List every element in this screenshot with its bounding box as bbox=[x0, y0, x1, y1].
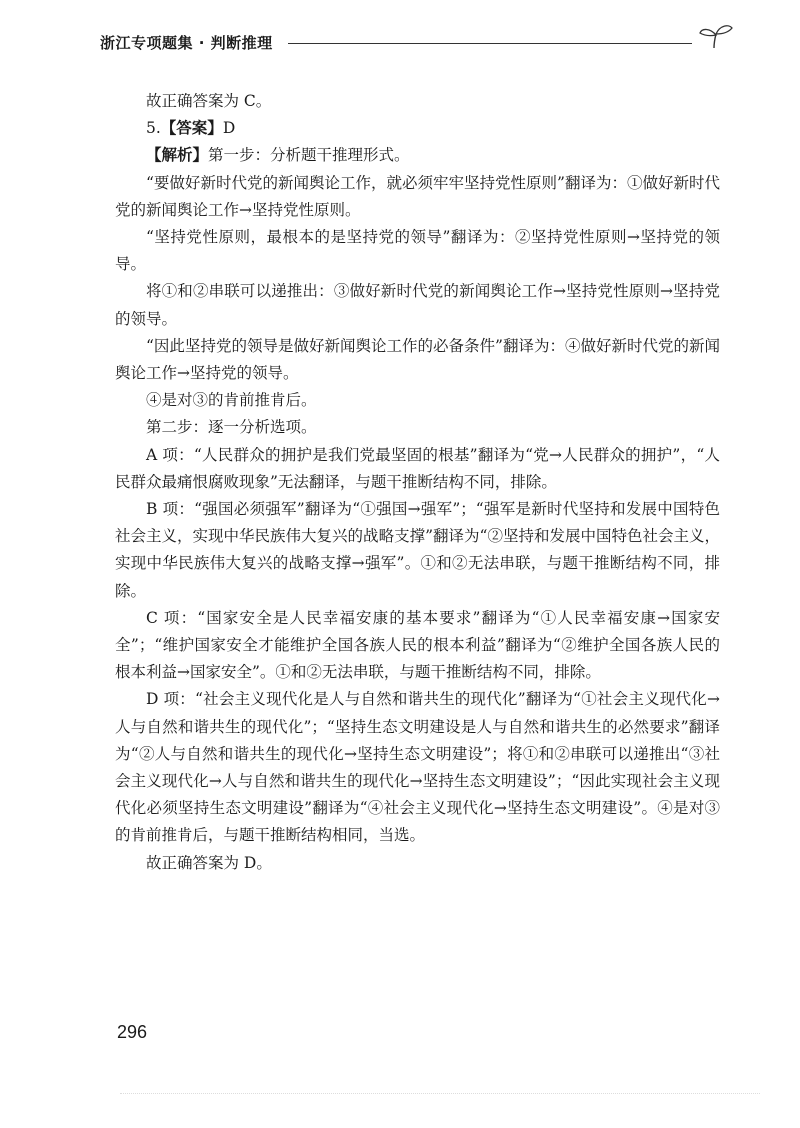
option-c-paragraph: C 项：“国家安全是人民幸福安康的基本要求”翻译为“①人民幸福安康→国家安全”；“维护国家安全才能维护全国各族人民的根本利益”翻译为“②维护全国各族人民的根本利益→国家安全”。①和②无法串联，与题干推断结构不同，排除。 bbox=[115, 608, 720, 682]
option-b-paragraph: B 项：“强国必须强军”翻译为“①强国→强军”；“强军是新时代坚持和发展中国特色社会主义，实现中华民族伟大复兴的战略支撑”翻译为“②坚持和发展中国特色社会主义，实现中华民族伟大复兴的战略支撑→强军”。①和②无法串联，与题干推断结构不同，排除。 bbox=[115, 500, 720, 600]
quote-2-paragraph: “坚持党性原则，最根本的是坚持党的领导”翻译为：②坚持党性原则→坚持党的领导。 bbox=[115, 228, 720, 274]
option-d-paragraph: D 项：“社会主义现代化是人与自然和谐共生的现代化”翻译为“①社会主义现代化→人与自然和谐共生的现代化”；“坚持生态文明建设是人与自然和谐共生的必然要求”翻译为“②人与自然和谐共生的现代化→坚持生态文明建设”；将①和②串联可以递推出“③社会主义现代化→人与自然和谐共生的现代化→坚持生态文明建设”；“因此实现社会主义现代化必须坚持生态文明建设”翻译为“④社会主义现代化→坚持生态文明建设”。④是对③的肯前推肯后，与题干推断结构相同，当选。 bbox=[115, 690, 720, 845]
page-number: 296 bbox=[117, 1022, 148, 1042]
scan-noise-divider bbox=[120, 1093, 760, 1100]
conclusion-prev: 故正确答案为 C。 bbox=[146, 92, 272, 110]
relation-paragraph: ④是对③的肯前推肯后。 bbox=[146, 391, 317, 410]
answer-value: D bbox=[222, 119, 236, 138]
quote-3-paragraph: “因此坚持党的领导是做好新闻舆论工作的必备条件”翻译为：④做好新时代党的新闻舆论工作→坚持党的领导。 bbox=[115, 336, 720, 383]
answer-number: 5. bbox=[146, 119, 161, 138]
page-header bbox=[100, 30, 740, 54]
sprout-icon bbox=[696, 22, 736, 52]
option-a-paragraph: A 项：“人民群众的拥护是我们党最坚固的根基”翻译为“党→人民群众的拥护”，“人民群众最痛恨腐败现象”无法翻译，与题干推断结构不同，排除。 bbox=[115, 445, 720, 491]
answer-line bbox=[115, 115, 720, 142]
analysis-line bbox=[115, 142, 720, 169]
final-answer-paragraph: 故正确答案为 D。 bbox=[146, 853, 272, 872]
header-rule bbox=[288, 43, 692, 44]
answer-tag: 【答案】 bbox=[160, 119, 223, 138]
header-title: 浙江专项题集 · 判断推理 bbox=[100, 34, 273, 52]
quote-1-paragraph: “要做好新时代党的新闻舆论工作，就必须牢牢坚持党性原则”翻译为：①做好新时代党的新闻舆论工作→坚持党性原则。 bbox=[115, 173, 720, 219]
analysis-tag: 【解析】 bbox=[146, 146, 209, 165]
page-content bbox=[115, 88, 720, 877]
chain-paragraph: 将①和②串联可以递推出：③做好新时代党的新闻舆论工作→坚持党性原则→坚持党的领导。 bbox=[115, 282, 720, 328]
analysis-step1: 第一步：分析题干推理形式。 bbox=[208, 146, 410, 165]
step-2-paragraph: 第二步：逐一分析选项。 bbox=[146, 418, 317, 437]
